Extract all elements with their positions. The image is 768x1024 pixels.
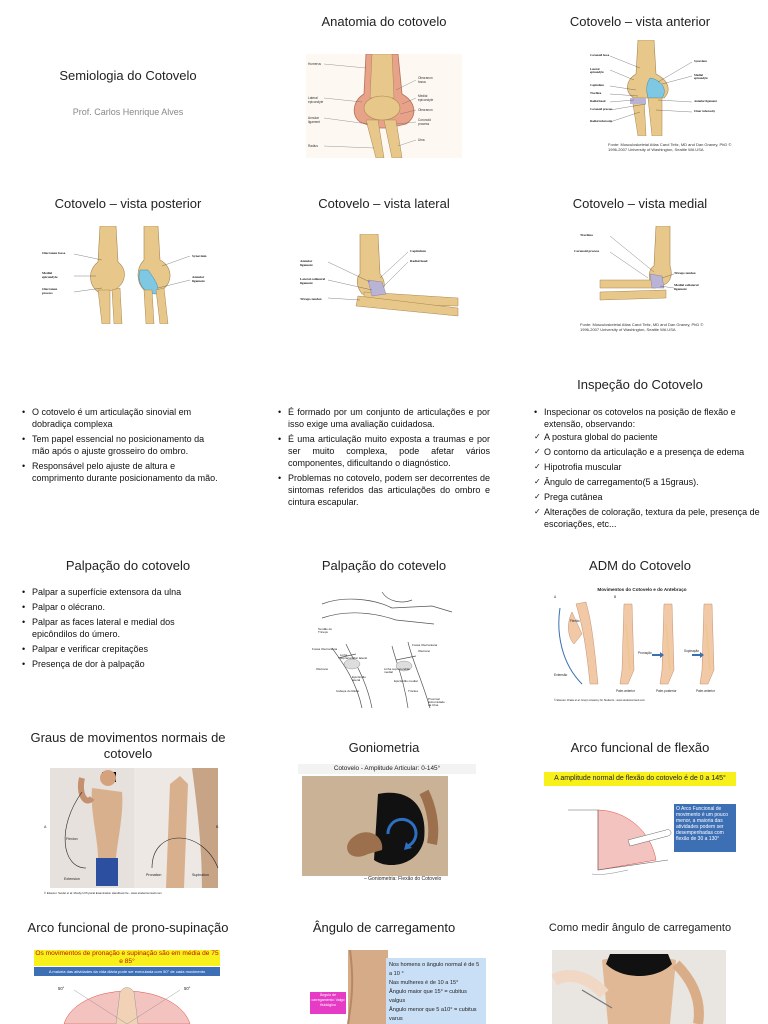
note-line: Nas mulheres é de 10 a 15° [389, 980, 459, 986]
bullet-item: • Palpar e verificar crepitações [22, 643, 222, 655]
svg-text:Palm anterior: Palm anterior [616, 689, 635, 693]
slide-title: Como medir ângulo de carregamento [548, 922, 732, 934]
svg-text:Cabeça do Rádio: Cabeça do Rádio [336, 689, 360, 693]
slide-title: ADM do Cotovelo [589, 558, 691, 573]
svg-text:Capitulum: Capitulum [590, 83, 604, 87]
bullet-item: • Tem papel essencial no posicionamento da mão após o ajuste grosseiro do ombro. [22, 433, 222, 457]
slide-arco-prono [0, 910, 256, 1024]
svg-text:A: A [554, 595, 557, 599]
svg-text:Epicôndilo medial: Epicôndilo medial [394, 679, 418, 683]
check-item: ✓ Hipotrofia muscular [534, 461, 762, 473]
check-item: ✓ A postura global do paciente [534, 431, 762, 443]
svg-text:Radial head: Radial head [410, 259, 428, 263]
svg-text:Proximal: Proximal [428, 697, 440, 701]
posterior-elbow-illustration [40, 226, 216, 324]
svg-text:Annular: Annular [308, 116, 319, 120]
slide-title: Cotovelo – vista posterior [54, 196, 202, 211]
note-line: Ângulo maior que 15° = cubitus valgus [389, 989, 467, 1004]
image-source: Fonte: Musculoskeletal Atlas Carol Teitz, MD and Dan Graney, PhD © 1996-2007 University of Washington, Seattle WA USA [608, 142, 732, 152]
check-item: ✓ Alterações de coloração, textura da pele, presença de escoriações, etc... [534, 506, 762, 530]
bullet-item: • Palpar o olécrano. [22, 601, 222, 613]
svg-text:50°: 50° [184, 986, 191, 991]
slide-title: Arco funcional de prono-supinação [27, 920, 229, 935]
slide-como-medir [512, 910, 768, 1024]
author-name: Prof. Carlos Henrique Alves [72, 107, 184, 117]
svg-text:Coronoid: Coronoid [418, 118, 431, 122]
svg-text:Capitulum: Capitulum [410, 249, 426, 253]
bullet-item: • Palpar a superfície extensora da ulna [22, 586, 222, 598]
slide-vista-anterior [512, 0, 768, 180]
svg-text:Coronoid process: Coronoid process [574, 249, 600, 253]
image-source: Fonte: Musculoskeletal Atlas Carol Teitz, MD and Dan Graney, PhD © 1996-2007 University of Washington, Seattle WA USA [580, 322, 704, 332]
svg-text:Triceps tendon: Triceps tendon [674, 271, 696, 275]
slide-palpacao-figura [256, 546, 512, 726]
rom-movements-illustration [552, 584, 732, 704]
slide-title: Semiologia do Cotovelo [59, 68, 197, 83]
svg-text:Medial: Medial [694, 73, 703, 77]
svg-text:epicondyle: epicondyle [590, 70, 604, 74]
slide-title: Ângulo de carregamento [312, 920, 456, 935]
slide-title: Palpação do cotevelo [321, 558, 447, 573]
svg-text:Lateral: Lateral [308, 96, 318, 100]
svg-text:Ulnar tuberosity: Ulnar tuberosity [694, 109, 716, 113]
palpation-drawing [312, 588, 458, 710]
svg-text:epicondyle: epicondyle [418, 98, 434, 102]
normal-range-banner: A amplitude normal de flexão do cotovelo é de 0 a 145° [544, 772, 736, 786]
svg-text:Palm anterior: Palm anterior [696, 689, 715, 693]
svg-text:A: A [44, 825, 47, 829]
measuring-photo [552, 950, 726, 1024]
svg-text:B: B [614, 595, 617, 599]
prono-supination-diagram [34, 976, 220, 1024]
slide-title: Graus de movimentos normais de cotovelo [30, 730, 226, 761]
svg-text:Flexion: Flexion [66, 837, 78, 841]
svg-text:Fossa Olecraniana: Fossa Olecraniana [412, 643, 438, 647]
carrying-angle-notes [386, 958, 486, 1024]
checklist [534, 431, 762, 533]
svg-text:Supinação: Supinação [684, 649, 700, 653]
flexion-arc-diagram [558, 790, 676, 880]
svg-text:Extension: Extension [64, 877, 80, 881]
bullet-item: • Presença de dor à palpação [22, 658, 222, 670]
slide-title: Palpação do cotovelo [65, 558, 191, 573]
bullet-item: • Problemas no cotovelo, podem ser decorrentes de sintomas referidos das articulações do ombro e cintura escapular. [278, 472, 490, 508]
svg-text:Radial tuberosity: Radial tuberosity [590, 119, 613, 123]
svg-text:ligament: ligament [192, 279, 205, 283]
daily-activities-note: A maioria das atividades da vida diária pode ser executada com 50° de cada movimento [34, 967, 220, 976]
svg-text:Olecranon: Olecranon [418, 76, 433, 80]
svg-text:Epicôndilo: Epicôndilo [352, 675, 366, 679]
svg-text:Synovium: Synovium [694, 59, 707, 63]
slide-title: Arco funcional de flexão [570, 740, 710, 755]
svg-text:medial: medial [384, 670, 393, 674]
svg-text:epicondyle: epicondyle [42, 275, 58, 279]
goniometry-photo [298, 764, 476, 884]
slide-graus [0, 728, 256, 908]
check-item: ✓ Ângulo de carregamento(5 a 15graus). [534, 476, 762, 488]
svg-text:Medial: Medial [42, 271, 53, 275]
slide-vista-lateral [256, 182, 512, 362]
svg-text:Extensão: Extensão [554, 673, 568, 677]
bullet-list [534, 406, 762, 433]
slide-anatomia [256, 0, 512, 180]
slide-vista-medial [512, 182, 768, 362]
valgus-tag: Ângulo de carregamento: Valgo fisiológico [310, 992, 346, 1014]
slide-definicao [0, 364, 256, 544]
svg-text:50°: 50° [58, 986, 65, 991]
bullet-item: • O cotovelo é um articulação sinovial em dobradiça complexa [22, 406, 222, 430]
svg-text:Coronoid fossa: Coronoid fossa [590, 53, 610, 57]
bullet-item: • Inspecionar os cotovelos na posição de flexão e extensão, observando: [534, 406, 762, 430]
svg-text:Extremidade: Extremidade [428, 700, 445, 704]
prono-supination-banner: Os movimentos de pronação e supinação são em média de 75 e 85° [35, 950, 219, 965]
svg-text:Tríceps: Tríceps [318, 630, 328, 634]
svg-text:Medial: Medial [418, 94, 428, 98]
svg-text:Lateral: Lateral [590, 67, 600, 71]
svg-text:process: process [418, 122, 430, 126]
svg-text:process: process [42, 291, 53, 295]
svg-text:Lateral collateral: Lateral collateral [300, 277, 326, 281]
svg-text:ligament: ligament [300, 281, 313, 285]
check-item: ✓ O contorno da articulação e a presença de edema [534, 446, 762, 458]
rom-heading: Cotovelo - Amplitude Articular: 0-145° [298, 764, 476, 774]
bullet-item: • Responsável pelo ajuste de altura e comprimento durante posicionamento da mão. [22, 460, 222, 484]
svg-text:Movimentos do Cotovelo e do An: Movimentos do Cotovelo e do Antebraço [597, 587, 687, 592]
svg-text:Trochlea: Trochlea [580, 233, 593, 237]
svg-text:Linha: Linha [340, 653, 348, 657]
svg-text:B: B [216, 825, 219, 829]
slide-palpacao-texto [0, 546, 256, 726]
bullet-item: • É formado por um conjunto de articulações e por isso exige uma avaliação cuidadosa. [278, 406, 490, 430]
svg-text:Supination: Supination [192, 873, 209, 877]
slide-title: Cotovelo – vista lateral [318, 196, 450, 211]
svg-text:Tendão do: Tendão do [318, 627, 333, 631]
slide-title: Anatomia do cotovelo [321, 14, 447, 29]
svg-text:Coronoid process: Coronoid process [590, 107, 613, 111]
svg-text:Olécrano: Olécrano [316, 667, 329, 671]
svg-text:Trochlea: Trochlea [590, 91, 602, 95]
svg-text:Flexão: Flexão [570, 619, 580, 623]
functional-arc-note: O Arco Funcional de movimento é um pouco menor, a maioria das atividades podem ser desempenhadas com flexão de 30 a 130° [674, 804, 736, 852]
svg-text:Palm posterior: Palm posterior [656, 689, 677, 693]
svg-text:fossa: fossa [418, 80, 426, 84]
lateral-elbow-illustration [298, 234, 472, 324]
bullet-item: • É uma articulação muito exposta a traumas e por ser muito complexa, pode afetar vários componentes, dificultando o diagnóstico. [278, 433, 490, 469]
svg-text:Olecranon: Olecranon [418, 108, 433, 112]
slide-complexidade [256, 364, 512, 544]
slide-vista-posterior [0, 182, 256, 362]
slide-title-page [0, 0, 256, 180]
photo-caption: – Goniometria: Flexão do Cotovelo [364, 876, 442, 882]
svg-text:lateral: lateral [352, 678, 361, 682]
svg-text:Olecranon fossa: Olecranon fossa [42, 251, 66, 255]
svg-text:supracondilar lateral: supracondilar lateral [340, 656, 368, 660]
svg-text:Radial head: Radial head [590, 99, 606, 103]
label: Humerus [308, 62, 321, 66]
svg-text:ligament: ligament [308, 120, 321, 124]
svg-text:Tróclea: Tróclea [408, 689, 418, 693]
slide-adm [512, 546, 768, 726]
slide-title: Goniometria [348, 740, 420, 755]
bullet-item: • Palpar as faces lateral e medial dos epicôndilos do úmero. [22, 616, 222, 640]
slide-title: Cotovelo – vista medial [572, 196, 708, 211]
svg-text:© Elsevier. Seidel et al: Mosb: © Elsevier. Seidel et al: Mosby's Physical Examination Handbook 6e - www.studentconsult.com [44, 891, 162, 895]
svg-text:Annular ligament: Annular ligament [694, 99, 717, 103]
svg-text:Medial collateral: Medial collateral [674, 283, 699, 287]
slide-angulo-carregamento [256, 910, 512, 1024]
svg-text:Linha supracondilar: Linha supracondilar [384, 667, 411, 671]
svg-text:da Ulna: da Ulna [428, 703, 439, 707]
bullet-list [22, 406, 222, 487]
bullet-list [22, 586, 222, 673]
note-line: Ângulo menor que 5 a10° = cubitus varus [389, 1007, 477, 1022]
svg-text:© Elsevier. Drake et al: Gray': © Elsevier. Drake et al: Gray's Anatomy for Students - www.studentconsult.com [554, 699, 645, 702]
svg-text:epicondyle: epicondyle [694, 76, 708, 80]
svg-text:Radius: Radius [308, 144, 318, 148]
svg-text:Synovium: Synovium [192, 254, 207, 258]
svg-text:ligament: ligament [300, 263, 313, 267]
slide-arco-flexao [512, 728, 768, 908]
svg-text:Annular: Annular [192, 275, 205, 279]
svg-text:Pronation: Pronation [146, 873, 162, 877]
slide-inspecao [512, 364, 768, 544]
svg-text:Pronação: Pronação [638, 651, 652, 655]
svg-text:Olécrano: Olécrano [418, 649, 431, 653]
elbow-anatomy-illustration [306, 54, 462, 158]
slide-title: Inspeção do Cotovelo [577, 377, 703, 392]
bullet-list [278, 406, 490, 511]
svg-text:Ulna: Ulna [418, 138, 425, 142]
rom-photos [42, 768, 228, 896]
medial-elbow-illustration [570, 226, 706, 316]
svg-text:epicondyle: epicondyle [308, 100, 324, 104]
slide-goniometria [256, 728, 512, 908]
check-item: ✓ Prega cutânea [534, 491, 762, 503]
note-line: Nos homens o ângulo normal é de 5 a 10 ° [389, 962, 480, 977]
svg-text:Annular: Annular [300, 259, 313, 263]
anterior-elbow-illustration [588, 40, 726, 136]
svg-text:Olecranon: Olecranon [42, 287, 58, 291]
svg-text:ligament: ligament [674, 287, 687, 291]
slide-title: Cotovelo – vista anterior [569, 14, 711, 29]
svg-text:Triceps tendon: Triceps tendon [300, 297, 322, 301]
svg-text:Fossa Olecraniana: Fossa Olecraniana [312, 647, 338, 651]
